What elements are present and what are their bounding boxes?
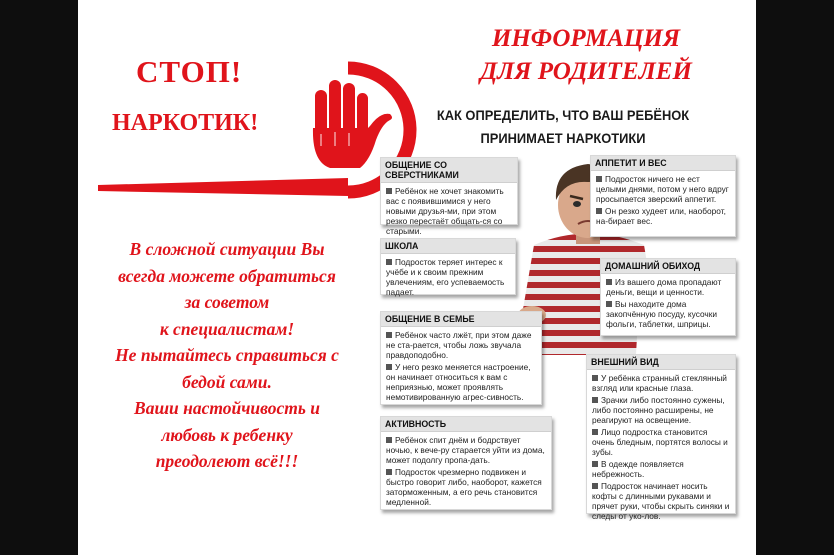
box-appearance [586, 354, 736, 521]
poster [78, 0, 756, 555]
bullet-square-icon [592, 461, 598, 467]
box-item-text: Вы находите дома закопчённую посуду, кусочки фольги, таблетки, шприцы. [606, 299, 717, 329]
bullet-square-icon [606, 279, 612, 285]
box-title: ДОМАШНИЙ ОБИХОД [601, 259, 735, 274]
drug-heading: НАРКОТИК! [112, 110, 259, 136]
advice-line: Не пытайтесь справиться с [115, 345, 339, 365]
advice-line: за советом [184, 292, 270, 312]
box-item [596, 206, 730, 226]
box-item-text: Ребёнок спит днём и бодрствует ночью, к вече-ру старается уйти из дома, может подолгу пропа-дать. [386, 435, 545, 465]
box-item [592, 373, 730, 393]
bullet-square-icon [592, 483, 598, 489]
box-item-text: Ребёнок часто лжёт, при этом даже не ста-рается, чтобы ложь звучала правдоподобно. [386, 330, 532, 360]
box-school [380, 238, 516, 295]
box-activity [380, 416, 552, 510]
box-title: ШКОЛА [381, 239, 515, 254]
box-item [606, 299, 730, 329]
box-title: ВНЕШНИЙ ВИД [587, 355, 735, 370]
box-item-text: Ребёнок не хочет знакомить вас с появившимися у него новыми друзья-ми, при этом резко перестаёт общать-ся со старыми. [386, 186, 504, 236]
box-title: ОБЩЕНИЕ СО СВЕРСТНИКАМИ [381, 158, 517, 183]
advice-line: преодолеют всё!!! [155, 451, 299, 471]
box-family [380, 311, 542, 405]
box-item-text: У него резко меняется настроение, он начинает относиться к вам с неприязнью, может проявлять немотивированную агрес-сивность. [386, 362, 531, 402]
box-item-text: В одежде появляется небрежность. [592, 459, 684, 479]
box-item [592, 459, 730, 479]
box-peers [380, 157, 518, 236]
bullet-square-icon [386, 437, 392, 443]
bullet-square-icon [386, 259, 392, 265]
dark-frame-left [0, 0, 78, 555]
bullet-square-icon [386, 469, 392, 475]
box-item-text: Подросток ничего не ест целыми днями, потом у него вдруг просыпается зверский аппетит. [596, 174, 729, 204]
bullet-square-icon [592, 375, 598, 381]
box-item-text: Он резко худеет или, наоборот, на-бирает вес. [596, 206, 726, 226]
bullet-square-icon [596, 208, 602, 214]
advice-line: всегда можете обратиться [118, 265, 336, 286]
box-item [606, 277, 730, 297]
box-item-text: Из вашего дома пропадают деньги, вещи и ценности. [606, 277, 722, 297]
box-item [386, 435, 546, 465]
box-item-text: Подросток теряет интерес к учёбе и к своим прежним увлечениям, его успеваемость падает. [386, 257, 505, 297]
box-title: АКТИВНОСТЬ [381, 417, 551, 432]
info-title [436, 22, 736, 88]
box-item-text: Лицо подростка становится очень бледным, портятся волосы и зубы. [592, 427, 728, 457]
box-title: АППЕТИТ И ВЕС [591, 156, 735, 171]
box-item [386, 362, 536, 402]
box-item [386, 330, 536, 360]
box-item [592, 427, 730, 457]
how-to-detect-title [420, 104, 705, 150]
bullet-square-icon [386, 188, 392, 194]
box-item [386, 257, 510, 297]
box-item [592, 481, 730, 521]
bullet-square-icon [596, 176, 602, 182]
box-title: ОБЩЕНИЕ В СЕМЬЕ [381, 312, 541, 327]
bullet-square-icon [592, 397, 598, 403]
box-item-text: Подросток начинает носить кофты с длинными рукавами и прячет руки, чтобы скрыть синяки и следы от уко-лов. [592, 481, 730, 521]
advice-text [94, 236, 360, 475]
advice-line: В сложной ситуации Вы [129, 239, 325, 259]
box-item [386, 186, 512, 236]
box-item [592, 395, 730, 425]
advice-line: Ваши настойчивость и [134, 398, 320, 418]
info-title-line: ДЛЯ РОДИТЕЛЕЙ [480, 58, 692, 85]
bullet-square-icon [592, 429, 598, 435]
box-item-text: Подросток чрезмерно подвижен и быстро говорит либо, наоборот, кажется заторможенным, а его речь становится медленной. [386, 467, 542, 507]
box-appetite [590, 155, 736, 237]
box-item-text: У ребёнка странный стеклянный взгляд или красные глаза. [592, 373, 727, 393]
advice-line: бедой сами. [182, 371, 272, 392]
bullet-square-icon [386, 332, 392, 338]
advice-line: любовь к ребенку [161, 424, 293, 445]
bullet-square-icon [606, 301, 612, 307]
how-title-line: КАК ОПРЕДЕЛИТЬ, ЧТО ВАШ РЕБЁНОК [436, 107, 690, 123]
advice-line: к специалистам! [159, 318, 295, 339]
box-item [596, 174, 730, 204]
dark-frame-right [756, 0, 834, 555]
info-title-line: ИНФОРМАЦИЯ [491, 25, 681, 52]
how-title-line: ПРИНИМАЕТ НАРКОТИКИ [480, 130, 646, 146]
box-item-text: Зрачки либо постоянно сужены, либо постоянно расширены, не реагируют на освещение. [592, 395, 725, 425]
stop-heading: СТОП! [136, 54, 243, 89]
box-item [386, 467, 546, 507]
box-household [600, 258, 736, 336]
bullet-square-icon [386, 364, 392, 370]
